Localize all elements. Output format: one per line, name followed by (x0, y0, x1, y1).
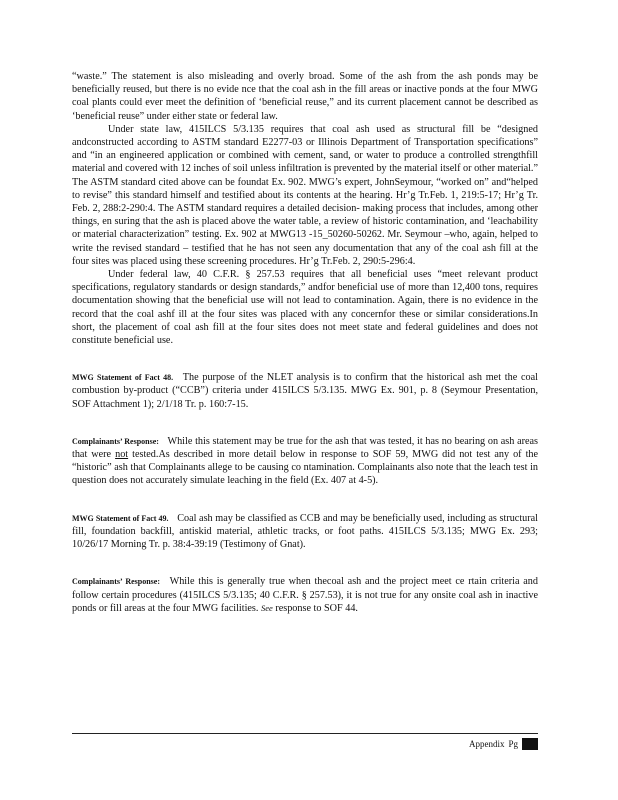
page-footer (469, 738, 538, 750)
footer-page: Pg (508, 739, 518, 749)
response-text: While this is generally true when thecoal ash and the project meet ce rtain criteria and follow certain procedures (415ILCS 5/3.135; 40 C.F.R. § 257.53), it is not true for any onsite coal ash in inactive ponds or fill areas at the four MWG facilities. (72, 576, 538, 614)
statement-of-fact-49 (72, 512, 538, 552)
response-label: Complainants’ Response: (72, 436, 159, 446)
response-48 (72, 435, 538, 488)
footer-rule (72, 733, 538, 734)
footer-label: Appendix (468, 739, 505, 749)
response-49 (72, 575, 538, 615)
page-number-redaction (522, 738, 538, 750)
statement-text: Coal ash may be classified as CCB and may be beneficially used, including as structural fill, foundation backfill, antiskid material, athletic tracks, or foot paths. 415ILCS 5/3.135; MWG Ex. 293; 10/26/17 Morning Tr. p. 38:4-39:19 (Testimony of Gnat). (72, 512, 538, 551)
response-text-a: While this statement may be true for the ash that was tested, it has no bearing on ash areas that were (72, 435, 538, 461)
statement-label: MWG Statement of Fact 48. (72, 373, 174, 383)
statement-of-fact-48 (72, 371, 538, 411)
response-tail: response to SOF 44. (275, 602, 358, 614)
response-emphasis: not (115, 449, 129, 461)
document-page (72, 70, 538, 615)
statement-label: MWG Statement of Fact 49. (72, 513, 169, 523)
paragraph-waste: “waste.” The statement is also misleading and overly broad. Some of the ash from the ash ponds may be beneficially reused, but there is no evide nce that the coal ash in the fill areas or inactive ponds at the four MWG coal plants could ever meet the definition of ‘beneficial reuse,” and its current placement cannot be described as ‘beneficial reuse” under either state or federal law. (72, 71, 538, 122)
paragraph-federal-law: Under federal law, 40 C.F.R. § 257.53 requires that all beneficial uses “meet relevant product specifications, regulatory standards or design standards,” andfor beneficial use of more than 12,400 tons, requires documentation showing that the beneficial use will not lead to contamination. Again, there is no evidence in the record that the coal ashf ill at the four sites was placed with any concernfor these or similar considerations.In short, the placement of coal ash fill at the four sites does not meet state and federal guidelines and does not constitute beneficial use. (72, 269, 538, 347)
see-signal: See (260, 602, 273, 613)
response-text-b: tested.As described in more detail below in response to SOF 59, MWG did not test any of the “historic” ash that Complainants allege to be causing co ntamination. Complainants also note that the leach test in question does not accurately simulate leaching in the field (Ex. 407 at 4-5). (72, 449, 539, 487)
response-label: Complainants’ Response: (72, 577, 160, 587)
statement-text: The purpose of the NLET analysis is to confirm that the historical ash met the coal combustion by-product (“CCB”) criteria under 415ILCS 5/3.135. MWG Ex. 901, p. 8 (Seymour Presentation, SOF Attachment 1); 2/1/18 Tr. p. 160:7-15. (72, 372, 539, 410)
paragraph-state-law: Under state law, 415ILCS 5/3.135 requires that coal ash used as structural fill be “designed andconstructed according to ASTM standard E2277-03 or Illinois Department of Transportation specifications” and “in an engineered application or combined with cement, sand, or water to produce a controlled strengthfill material and covered with 12 inches of soil unless infiltration is prevented by the material itself or other material.” The ASTM standard cited above can be foundat Ex. 902. MWG’s expert, JohnSeymour, “worked on” and“helped to revise” this standard himself and testified about its contents at the hearing. Hr’g Tr.Feb. 1, 219:5-17; Hr’g Tr. Feb. 2, 288:2-290:4. The ASTM standard requires a detailed decision- making process that includes, among other things, en suring that the ash is placed above the water table, a review of historic contamination, and ‘leachability or material characterization” testing. Ex. 902 at MWG13 -15_50260-50262. Mr. Seymour –who, again, helped to write the revised standard – testified that he has not seen any documentation that any of the coal ash fill at the four sites was placed using these screening procedures. Hr’g Tr.Feb. 2, 290:5-296:4. (72, 123, 538, 267)
